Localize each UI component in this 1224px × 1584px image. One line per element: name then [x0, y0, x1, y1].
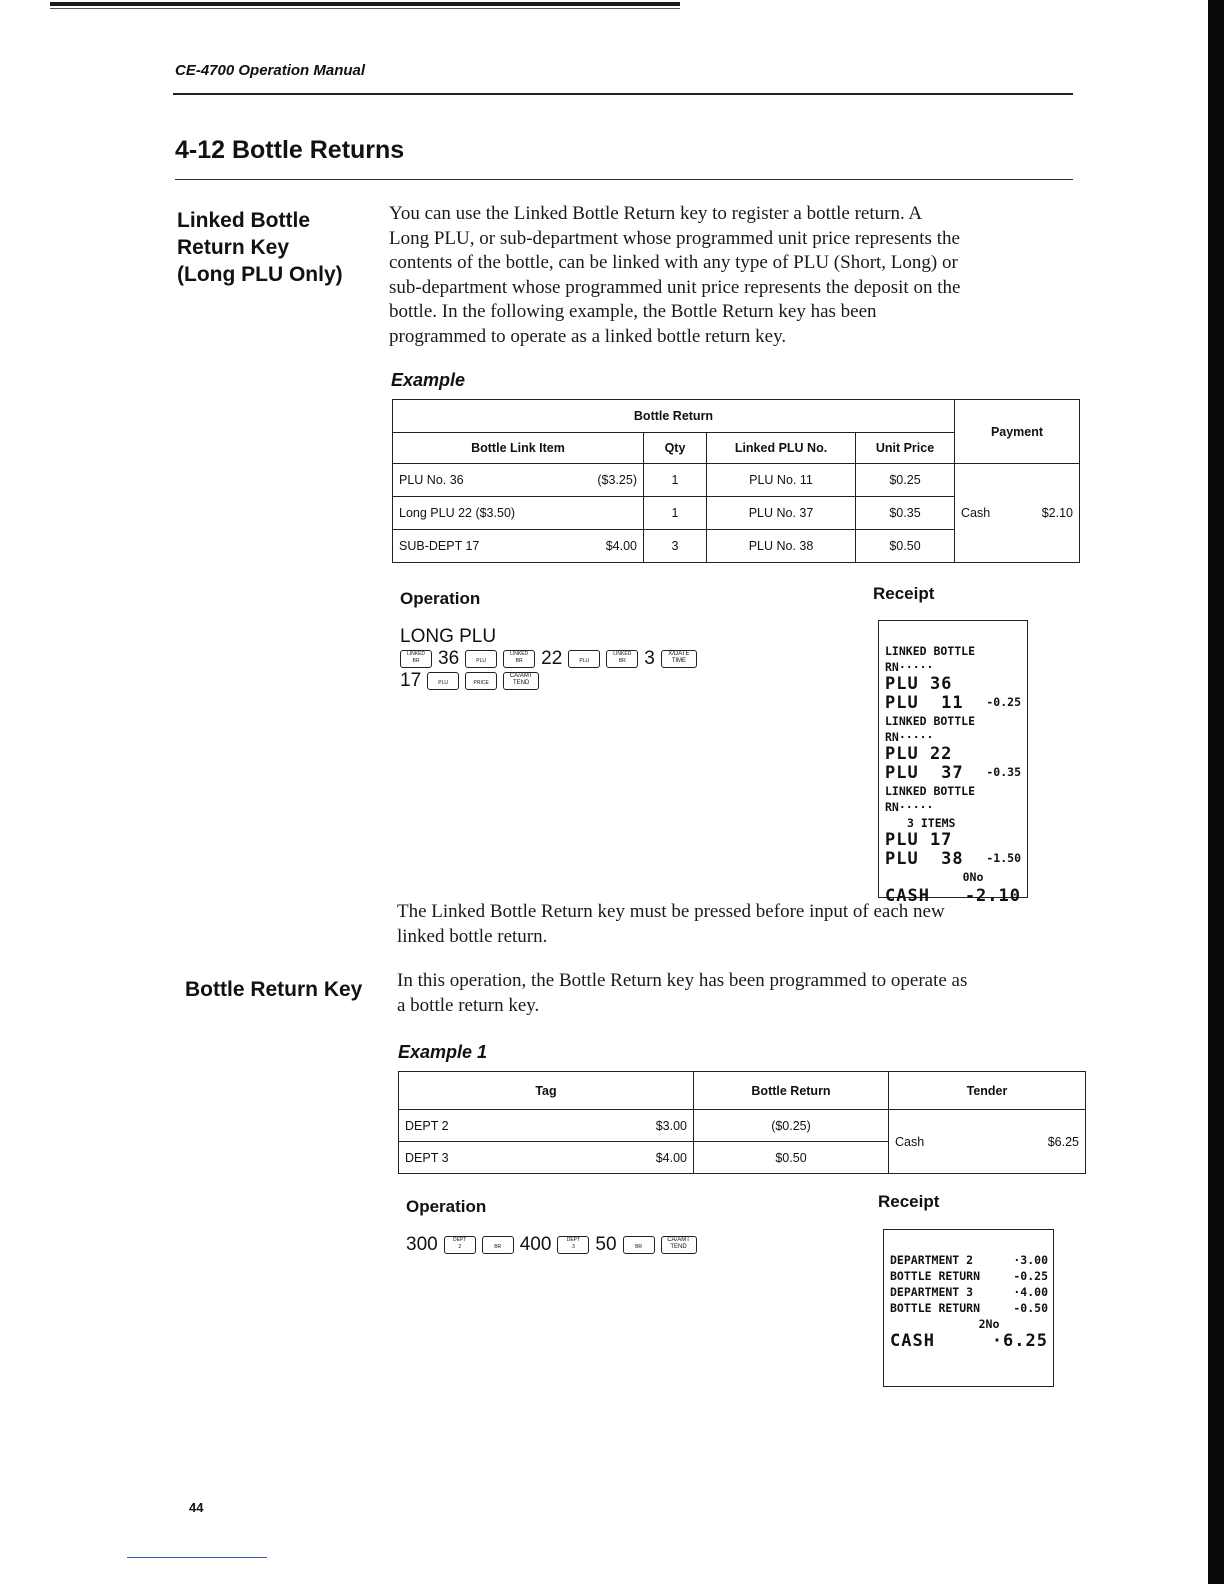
payment-method: Cash: [961, 506, 991, 520]
payment-amount: $2.10: [1041, 506, 1073, 520]
unit-price-cell: $0.35: [856, 497, 955, 530]
example-label: Example: [391, 370, 466, 390]
op-line-2: [400, 648, 697, 670]
tag-cell: [399, 1110, 694, 1142]
tender-cell: [889, 1110, 1086, 1174]
receipt-line: DEPARTMENT 2 ·3.00: [890, 1253, 1048, 1267]
group-header: Bottle Return: [393, 400, 955, 433]
heading-line: (Long PLU Only): [177, 263, 343, 286]
receipt-line: CASH -2.10: [885, 886, 1021, 906]
qty-cell: 1: [644, 464, 707, 497]
tender-method: Cash: [895, 1134, 925, 1149]
receipt-line: 3 ITEMS: [907, 816, 956, 830]
operation-label: Operation: [400, 589, 481, 608]
table-row: [393, 464, 1080, 497]
item-price: ($3.25): [597, 473, 637, 487]
price-key-icon: PRICE: [465, 672, 497, 690]
op-line-3: [400, 670, 697, 692]
receipt-line: 2No: [978, 1317, 1000, 1331]
col-header: Tag: [399, 1072, 694, 1110]
item-name: SUB-DEPT 17: [399, 539, 480, 553]
item-cell: [393, 497, 644, 530]
linked-plu-cell: PLU No. 11: [707, 464, 856, 497]
tender-amount: $6.25: [1047, 1134, 1079, 1149]
plu-key-icon: PLU: [465, 650, 497, 668]
section-rule: [175, 179, 1073, 180]
receipt-label: Receipt: [873, 584, 935, 603]
op-num: 3: [644, 648, 655, 669]
bottle-receipt: [883, 1229, 1054, 1387]
tag-name: DEPT 2: [405, 1118, 449, 1133]
receipt-line: BOTTLE RETURN -0.25: [890, 1269, 1048, 1283]
col-header: Linked PLU No.: [707, 433, 856, 464]
tag-amount: $4.00: [655, 1150, 687, 1165]
body-line: programmed to operate as a linked bottle return key.: [389, 325, 787, 347]
section-title: 4-12 Bottle Returns: [175, 136, 405, 164]
body-line: a bottle return key.: [397, 994, 540, 1016]
br-key-icon: BR: [482, 1236, 514, 1254]
op-line-1: [400, 626, 697, 648]
col-header: Tender: [889, 1072, 1086, 1110]
dept2-key-icon: DEPT 2: [444, 1236, 476, 1254]
receipt-line: PLU 17: [885, 830, 953, 850]
item-name: Long PLU 22 ($3.50): [399, 506, 516, 520]
table-row: [399, 1110, 1086, 1142]
item-price: $4.00: [605, 539, 637, 553]
running-head: CE-4700 Operation Manual: [175, 62, 366, 79]
body-line: You can use the Linked Bottle Return key to register a bottle return. A: [389, 203, 923, 224]
linked-operation: [400, 626, 697, 692]
ca-amt-tend-key-icon: CA/AMT TEND: [503, 672, 539, 690]
operation-label: Operation: [406, 1197, 487, 1216]
receipt-line: DEPARTMENT 3 ·4.00: [890, 1285, 1048, 1299]
heading-line: Linked Bottle: [177, 209, 311, 232]
dept3-key-icon: DEPT 3: [557, 1236, 589, 1254]
item-name: PLU No. 36: [399, 473, 464, 487]
body-line: Long PLU, or sub-department whose programmed unit price represents the: [389, 227, 960, 249]
bottle-return-cell: ($0.25): [694, 1110, 889, 1142]
header-rule: [173, 93, 1073, 95]
linked-bottle-heading: [177, 207, 343, 288]
linked-plu-cell: PLU No. 37: [707, 497, 856, 530]
linked-br-key-icon: LINKED BR: [400, 650, 432, 668]
bottle-example-table: [398, 1071, 1086, 1174]
col-header: Bottle Return: [694, 1072, 889, 1110]
bottle-return-body: [397, 969, 1087, 1018]
top-rule: [50, 2, 680, 6]
heading-line: Return Key: [177, 236, 290, 259]
scan-edge: [1208, 0, 1224, 1584]
example-1-label: Example 1: [398, 1042, 488, 1062]
body-line: sub-department whose programmed unit price represents the deposit on the: [389, 276, 961, 298]
col-header: Unit Price: [856, 433, 955, 464]
op-num: 36: [438, 648, 460, 669]
payment-cell: [955, 464, 1080, 563]
payment-header: Payment: [955, 400, 1080, 464]
receipt-line: 0No: [962, 870, 984, 884]
receipt-line: CASH ·6.25: [890, 1331, 1048, 1351]
receipt-line: LINKED BOTTLE RN·····: [885, 714, 976, 744]
body-line: bottle. In the following example, the Bottle Return key has been: [389, 301, 877, 322]
qty-cell: 1: [644, 497, 707, 530]
plu-key-icon: PLU: [427, 672, 459, 690]
linked-note: [397, 900, 1077, 949]
unit-price-cell: $0.25: [856, 464, 955, 497]
footer-rule: [127, 1557, 267, 1558]
op-num: 400: [519, 1234, 552, 1255]
body-line: The Linked Bottle Return key must be pressed before input of each new: [397, 901, 945, 922]
linked-bottle-body: [389, 202, 1079, 349]
op-text: LONG PLU: [400, 626, 497, 647]
linked-plu-cell: PLU No. 38: [707, 530, 856, 563]
bottle-operation: [406, 1234, 697, 1256]
item-cell: [393, 530, 644, 563]
op-num: 22: [541, 648, 563, 669]
tag-name: DEPT 3: [405, 1150, 449, 1165]
receipt-line: BOTTLE RETURN -0.50: [890, 1301, 1048, 1315]
linked-br-key-icon: LINKED BR: [503, 650, 535, 668]
qty-cell: 3: [644, 530, 707, 563]
receipt-line: PLU 38 -1.50: [885, 849, 1021, 869]
top-rule-thin: [50, 8, 680, 9]
unit-price-cell: $0.50: [856, 530, 955, 563]
plu-key-icon: PLU: [568, 650, 600, 668]
linked-example-table: [392, 399, 1080, 563]
receipt-label: Receipt: [878, 1192, 940, 1211]
x-date-time-key-icon: X/DATE TIME: [661, 650, 697, 668]
tag-cell: [399, 1142, 694, 1174]
linked-receipt: [878, 620, 1028, 906]
body-line: In this operation, the Bottle Return key has been programmed to operate as: [397, 970, 968, 991]
body-line: contents of the bottle, can be linked with any type of PLU (Short, Long) or: [389, 252, 958, 273]
item-cell: [393, 464, 644, 497]
page-number: 44: [189, 1500, 204, 1515]
receipt-line: PLU 11 -0.25: [885, 693, 1021, 713]
op-line-1: [406, 1234, 697, 1256]
op-num: 50: [595, 1234, 617, 1255]
col-header: Qty: [644, 433, 707, 464]
receipt-line: PLU 22: [885, 744, 953, 764]
receipt-line: LINKED BOTTLE RN·····: [885, 784, 976, 814]
br-key-icon: BR: [623, 1236, 655, 1254]
tag-amount: $3.00: [655, 1118, 687, 1133]
receipt-line: LINKED BOTTLE RN·····: [885, 644, 976, 674]
op-num: 17: [400, 670, 422, 691]
receipt-line: PLU 37 -0.35: [885, 763, 1021, 783]
op-num: 300: [406, 1234, 438, 1255]
ca-amt-tend-key-icon: CA/AMT TEND: [661, 1236, 697, 1254]
linked-br-key-icon: LINKED BR: [606, 650, 638, 668]
body-line: linked bottle return.: [397, 925, 548, 947]
bottle-return-cell: $0.50: [694, 1142, 889, 1174]
col-header: Bottle Link Item: [393, 433, 644, 464]
bottle-return-heading: Bottle Return Key: [185, 978, 363, 1001]
receipt-line: PLU 36: [885, 674, 953, 694]
